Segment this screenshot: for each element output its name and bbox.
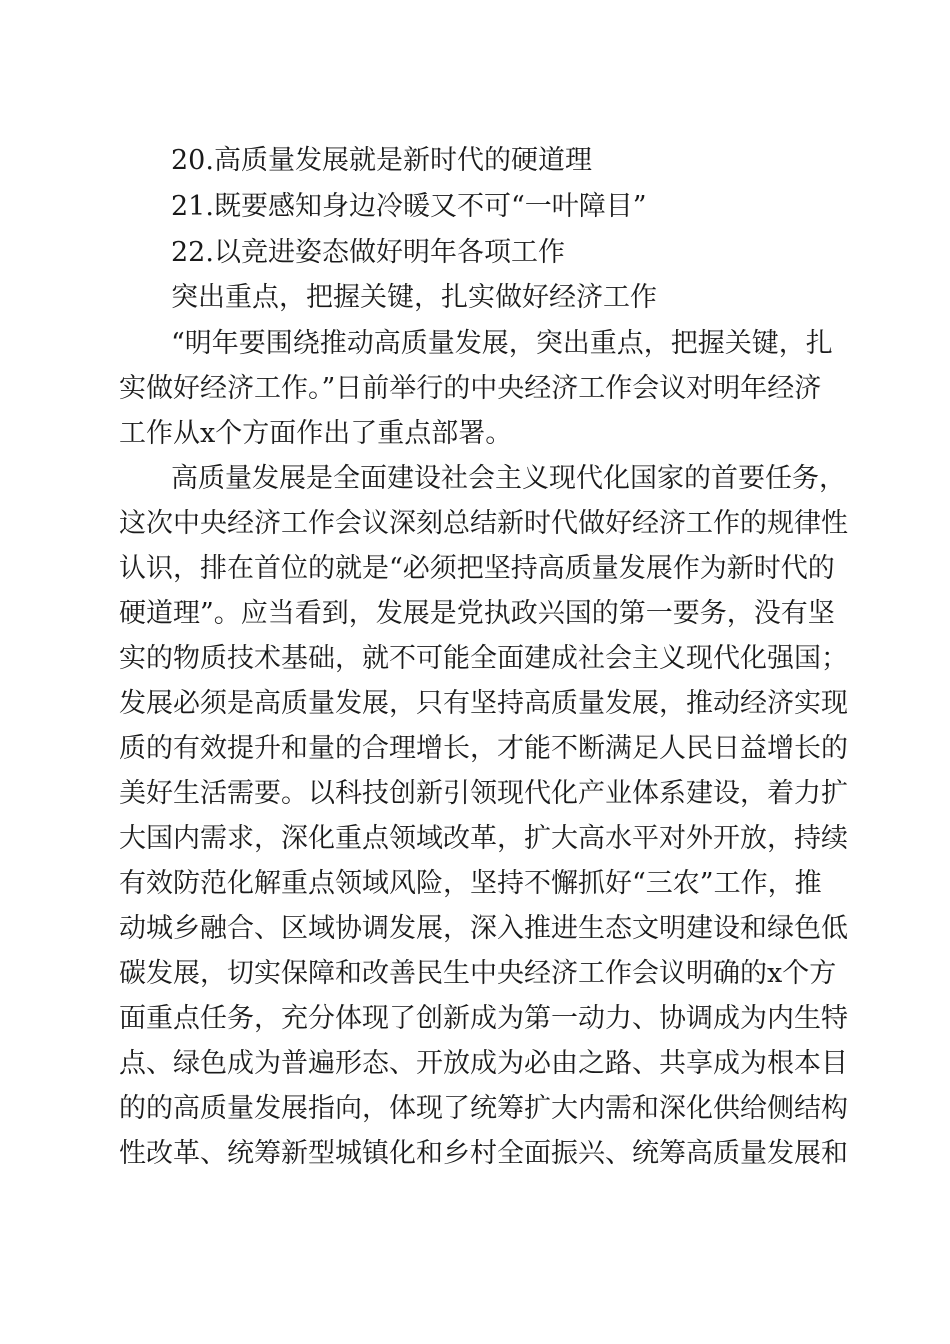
paragraph-line: 实做好经济工作。”日前举行的中央经济工作会议对明年经济 [119, 373, 822, 404]
paragraph-line: 性改革、统筹新型城镇化和乡村全面振兴、统筹高质量发展和 [119, 1138, 848, 1169]
paragraph-line: 质的有效提升和量的合理增长，才能不断满足人民日益增长的 [119, 733, 848, 764]
paragraph-line: 有效防范化解重点领域风险，坚持不懈抓好“三农”工作，推 [119, 868, 822, 899]
paragraph-line: 碳发展，切实保障和改善民生中央经济工作会议明确的x个方 [119, 958, 837, 989]
paragraph-line: 动城乡融合、区域协调发展，深入推进生态文明建设和绿色低 [119, 913, 848, 944]
paragraph-line: 硬道理”。应当看到，发展是党执政兴国的第一要务，没有坚 [119, 598, 835, 629]
paragraph-line: 高质量发展是全面建设社会主义现代化国家的首要任务， [171, 463, 846, 494]
paragraph-line: 实的物质技术基础，就不可能全面建成社会主义现代化强国； [119, 643, 848, 674]
paragraph-line: 美好生活需要。以科技创新引领现代化产业体系建设，着力扩 [119, 778, 848, 809]
heading-item-20: 20.高质量发展就是新时代的硬道理 [171, 145, 592, 176]
paragraph-line: 的的高质量发展指向，体现了统筹扩大内需和深化供给侧结构 [119, 1093, 848, 1124]
paragraph-line: 点、绿色成为普遍形态、开放成为必由之路、共享成为根本目 [119, 1048, 848, 1079]
paragraph-line: 工作从x个方面作出了重点部署。 [119, 418, 513, 449]
heading-item-21: 21.既要感知身边冷暖又不可“一叶障目” [171, 191, 647, 222]
section-title: 突出重点，把握关键，扎实做好经济工作 [171, 282, 657, 313]
paragraph-line: 这次中央经济工作会议深刻总结新时代做好经济工作的规律性 [119, 508, 848, 539]
paragraph-line: 认识，排在首位的就是“必须把坚持高质量发展作为新时代的 [119, 553, 835, 584]
paragraph-line: 面重点任务，充分体现了创新成为第一动力、协调成为内生特 [119, 1003, 848, 1034]
paragraph-line: 发展必须是高质量发展，只有坚持高质量发展，推动经济实现 [119, 688, 848, 719]
paragraph-line: “明年要围绕推动高质量发展，突出重点，把握关键，扎 [171, 328, 833, 359]
heading-item-22: 22.以竞进姿态做好明年各项工作 [171, 237, 565, 268]
paragraph-line: 大国内需求，深化重点领域改革，扩大高水平对外开放，持续 [119, 823, 848, 854]
